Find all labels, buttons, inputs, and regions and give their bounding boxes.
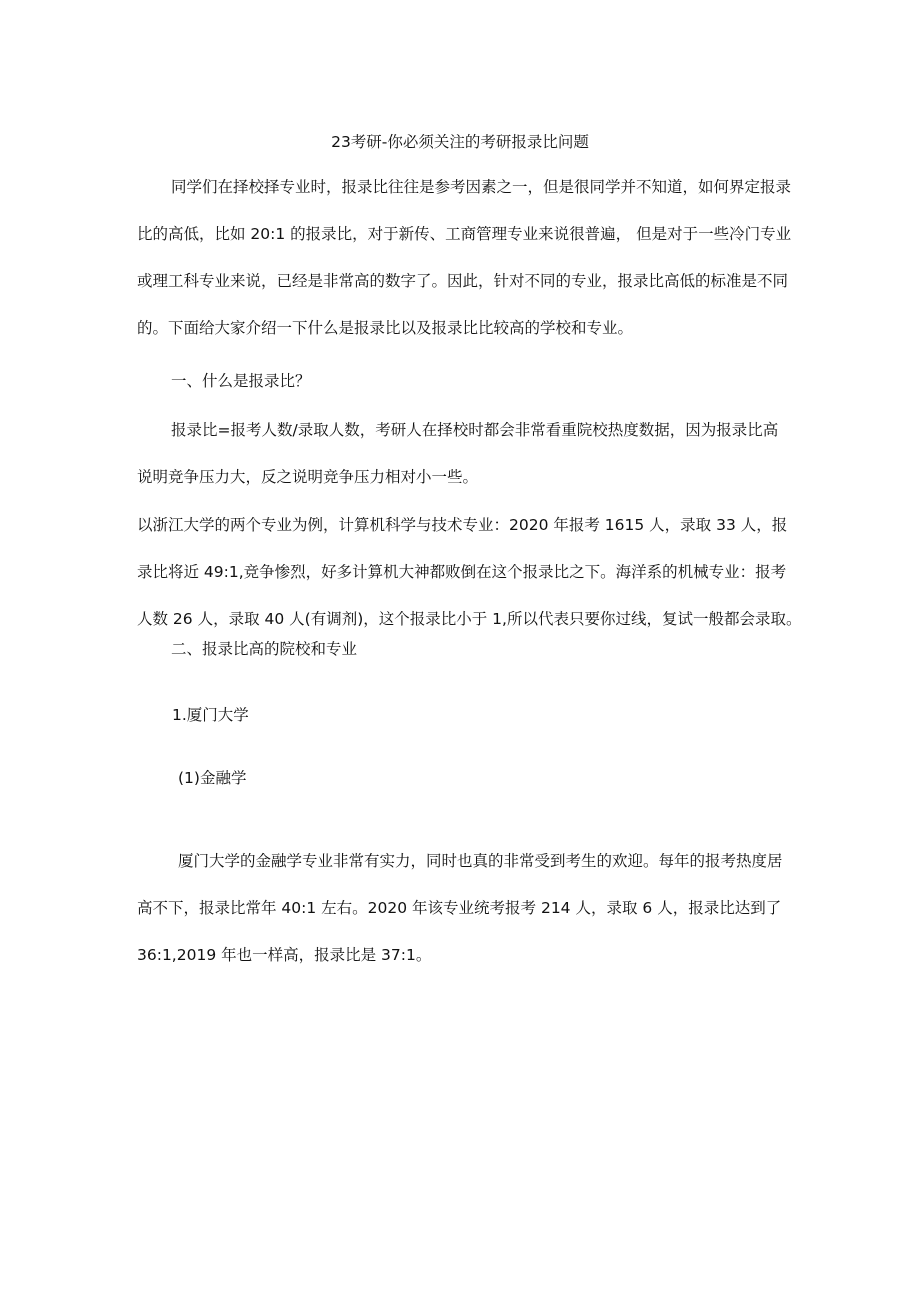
- school-body-line: 高不下，报录比常年 40:1 左右。2020 年该专业统考报考 214 人，录取 6 人，报录比达到了: [137, 899, 782, 917]
- intro-line: 同学们在择校择专业时，报录比往往是参考因素之一，但是很同学并不知道，如何界定报录: [171, 178, 792, 196]
- major-heading: (1)金融学: [178, 769, 247, 787]
- example-line: 录比将近 49:1,竞争惨烈，好多计算机大神都败倒在这个报录比之下。海洋系的机械专业：报考: [137, 563, 787, 581]
- section-heading: 一、什么是报录比？: [171, 372, 311, 390]
- school-body-line: 厦门大学的金融学专业非常有实力，同时也真的非常受到考生的欢迎。每年的报考热度居: [178, 852, 783, 870]
- school-body-line: 36:1,2019 年也一样高，报录比是 37:1。: [137, 946, 432, 964]
- body-line: 报录比=报考人数/录取人数，考研人在择校时都会非常看重院校热度数据，因为报录比高: [171, 421, 779, 439]
- intro-line: 或理工科专业来说，已经是非常高的数字了。因此，针对不同的专业，报录比高低的标准是不同: [137, 272, 789, 290]
- example-line: 人数 26 人，录取 40 人(有调剂)，这个报录比小于 1,所以代表只要你过线，复试一般都会录取。: [137, 610, 802, 628]
- page-title: 23考研-你必须关注的考研报录比问题: [331, 133, 589, 151]
- intro-line: 的。下面给大家介绍一下什么是报录比以及报录比比较高的学校和专业。: [137, 319, 634, 337]
- section-heading: 二、报录比高的院校和专业: [171, 640, 358, 658]
- intro-line: 比的高低，比如 20:1 的报录比，对于新传、工商管理专业来说很普遍， 但是对于一些冷门专业: [137, 225, 792, 243]
- body-line: 说明竞争压力大，反之说明竞争压力相对小一些。: [137, 468, 479, 486]
- example-line: 以浙江大学的两个专业为例，计算机科学与技术专业：2020 年报考 1615 人，录取 33 人，报: [137, 516, 788, 534]
- school-heading: 1.厦门大学: [172, 706, 249, 724]
